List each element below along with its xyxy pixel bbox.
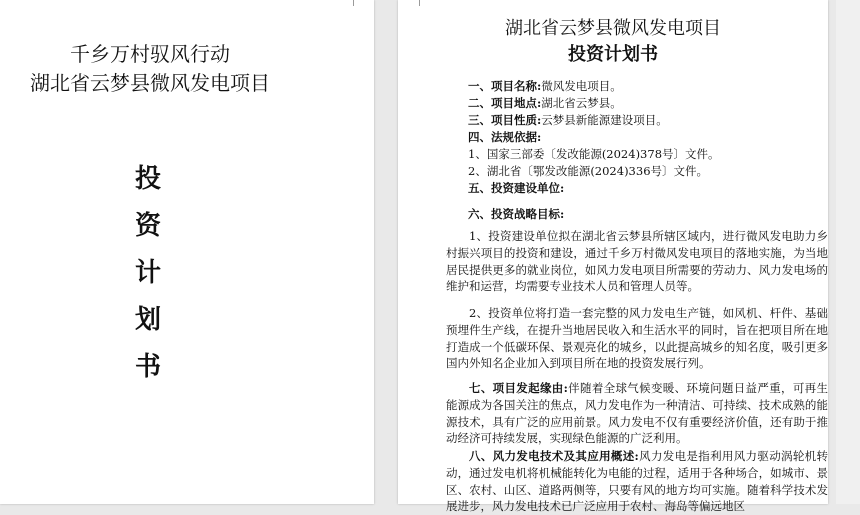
cover-vertical-char: 资 — [134, 211, 161, 241]
paragraph-1: 1、投资建设单位拟在湖北省云梦县所辖区域内，进行微风发电助力乡村振兴项目的投资和建设，通过千乡万村微风发电项目的落地实施，为当地居民提供更多的就业岗位，如风力发电项目所需要的劳动力、风力发电场的维护和运营，均需要专业技术人员和管理人员等。 — [446, 229, 828, 294]
cover-vertical-char: 书 — [134, 352, 161, 382]
cover-vertical-char: 计 — [134, 258, 161, 288]
cover-title-line1: 千乡万村驭风行动 — [70, 42, 230, 66]
doc-subtitle: 投资计划书 — [568, 44, 658, 65]
doc-title: 湖北省云梦县微风发电项目 — [505, 18, 721, 39]
cover-page — [0, 0, 374, 504]
item-project-name: 一、项目名称:微风发电项目。 — [468, 79, 622, 93]
vertical-scrollbar[interactable] — [836, 0, 860, 504]
cover-vertical-char: 投 — [134, 164, 161, 194]
page-corner-mark — [353, 0, 354, 6]
item-strategy-goal: 六、投资战略目标: — [468, 207, 565, 221]
item-investor: 五、投资建设单位: — [468, 181, 565, 195]
paragraph-2: 2、投资单位将打造一套完整的风力发电生产链，如风机、杆件、基础预埋件生产线，在提升当地居民收入和生活水平的同时，旨在把项目所在地打造成一个低碳环保、景观亮化的城乡，以此提高城乡的知名度，吸引更多国内外知名企业加入到项目所在地的投资发展行列。 — [446, 306, 828, 371]
law-reference-2: 2、湖北省〔鄂发改能源(2024)336号〕文件。 — [468, 164, 709, 178]
paragraph-4: 八、风力发电技术及其应用概述:风力发电是指利用风力驱动涡轮机转动，通过发电机将机械能转化为电能的过程，适用于各种场合，如城市、景区、农村、山区、道路两侧等，只要有风的地方均可实施。随着科学技术发展进步，风力发电技术已广泛应用于农村、海岛等偏远地区 — [446, 449, 828, 514]
item-legal-basis: 四、法规依据: — [468, 130, 542, 144]
item-project-location: 二、项目地点:湖北省云梦县。 — [468, 96, 622, 110]
paragraph-3: 七、项目发起缘由:伴随着全球气候变暖、环境问题日益严重，可再生能源成为各国关注的焦点，风力发电作为一种清洁、可持续、技术成熟的能源技术，具有广泛的应用前景。风力发电不仅有重要经济价值，还有助于推动经济可持续发展，实现绿色能源的广泛利用。 — [446, 381, 829, 446]
page-corner-mark — [419, 0, 420, 6]
cover-vertical-char: 划 — [134, 305, 161, 335]
item-project-nature: 三、项目性质:云梦县新能源建设项目。 — [468, 113, 668, 127]
content-page — [398, 0, 829, 514]
cover-title-line2: 湖北省云梦县微风发电项目 — [30, 71, 270, 95]
law-reference-1: 1、国家三部委〔发改能源(2024)378号〕文件。 — [468, 147, 720, 161]
